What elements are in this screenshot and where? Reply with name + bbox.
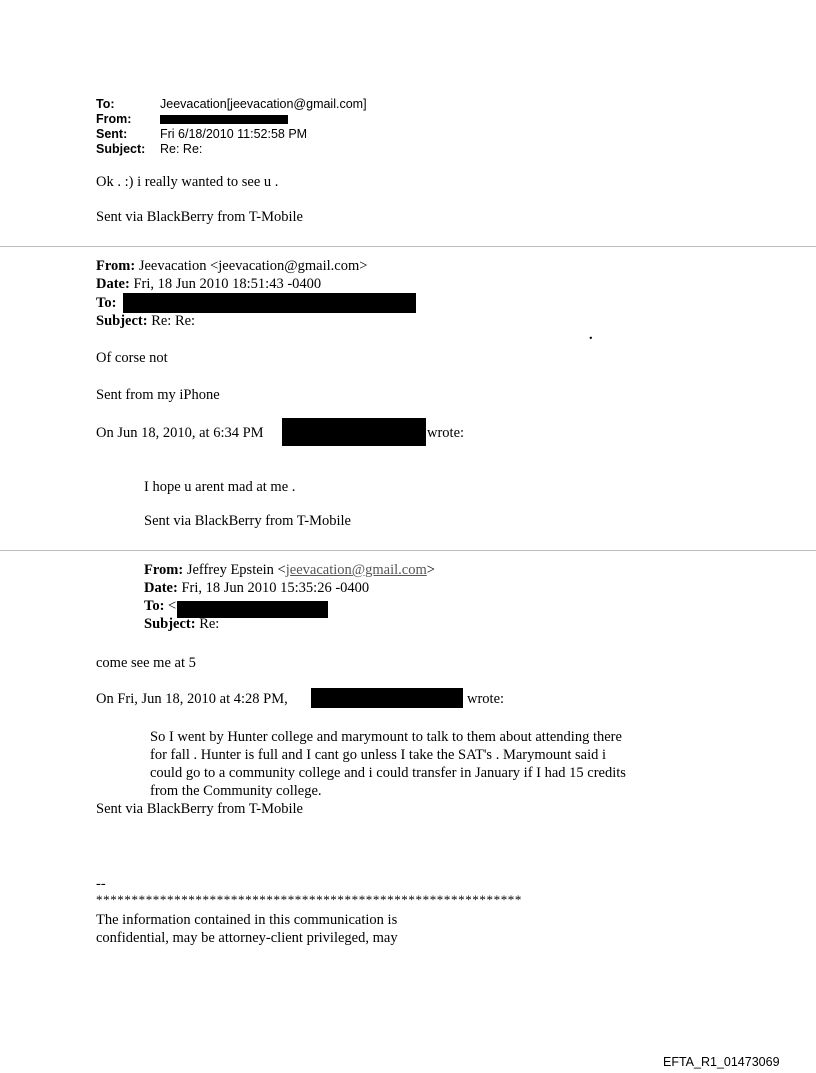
subject-label: Subject: — [96, 142, 146, 156]
to-prefix: < — [168, 598, 177, 614]
quote-intro-suffix: wrote: — [467, 691, 505, 707]
redaction-bar — [123, 293, 416, 313]
date-label: Date: — [96, 276, 130, 292]
subject-label: Subject: — [144, 616, 196, 632]
msg3-signature: Sent via BlackBerry from T-Mobile — [96, 801, 303, 817]
from-value: Jeevacation <jeevacation@gmail.com> — [138, 258, 368, 274]
disclaimer-dashes: -- — [96, 876, 106, 892]
redaction-bar — [311, 688, 463, 708]
subject-value: Re: — [199, 616, 220, 632]
stray-mark: . — [589, 327, 593, 343]
msg2-body: Of corse not — [96, 350, 168, 366]
msg2-quoted-body: I hope u arent mad at me . — [144, 479, 296, 495]
to-value: Jeevacation[jeevacation@gmail.com] — [160, 97, 367, 111]
from-close: > — [426, 562, 435, 578]
divider — [0, 550, 816, 551]
to-label: To: — [96, 97, 115, 111]
quote-intro-prefix: On Fri, Jun 18, 2010 at 4:28 PM, — [96, 691, 288, 707]
redaction-bar — [282, 418, 426, 446]
subject-label: Subject: — [96, 313, 148, 329]
sent-value: Fri 6/18/2010 11:52:58 PM — [160, 127, 308, 141]
from-label: From: — [96, 112, 132, 126]
divider — [0, 246, 816, 247]
disclaimer-line: The information contained in this communication is — [96, 912, 398, 928]
msg3-quoted-line: for fall . Hunter is full and I cant go unless I take the SAT's . Marymount said i — [150, 747, 607, 763]
sent-label: Sent: — [96, 127, 128, 141]
to-label: To: — [96, 295, 117, 311]
date-value: Fri, 18 Jun 2010 15:35:26 -0400 — [181, 580, 370, 596]
date-value: Fri, 18 Jun 2010 18:51:43 -0400 — [133, 276, 322, 292]
msg1-body: Ok . :) i really wanted to see u . — [96, 174, 279, 190]
subject-value: Re: Re: — [160, 142, 203, 156]
redaction-bar — [160, 115, 288, 124]
msg3-quoted-line: from the Community college. — [150, 783, 322, 799]
quote-intro-prefix: On Jun 18, 2010, at 6:34 PM — [96, 425, 264, 441]
msg2-signature: Sent from my iPhone — [96, 387, 220, 403]
quote-intro-suffix: wrote: — [427, 425, 465, 441]
to-label: To: — [144, 598, 165, 614]
from-label: From: — [96, 258, 136, 274]
msg2-quoted-signature: Sent via BlackBerry from T-Mobile — [144, 513, 351, 529]
email-link[interactable]: jeevacation@gmail.com — [285, 562, 427, 578]
msg3-quoted-line: could go to a community college and i could transfer in January if I had 15 credits — [150, 765, 626, 781]
from-label: From: — [144, 562, 184, 578]
date-label: Date: — [144, 580, 178, 596]
subject-value: Re: Re: — [151, 313, 196, 329]
msg3-body: come see me at 5 — [96, 655, 196, 671]
disclaimer-stars: ************************************************************ — [96, 892, 522, 907]
msg1-signature: Sent via BlackBerry from T-Mobile — [96, 209, 303, 225]
disclaimer-line: confidential, may be attorney-client privileged, may — [96, 930, 398, 946]
document-id: EFTA_R1_01473069 — [663, 1055, 780, 1069]
msg2-quote-intro — [96, 424, 264, 442]
msg3-quoted-line: So I went by Hunter college and marymount to talk to them about attending there — [150, 729, 622, 745]
from-name: Jeffrey Epstein < — [186, 562, 286, 578]
